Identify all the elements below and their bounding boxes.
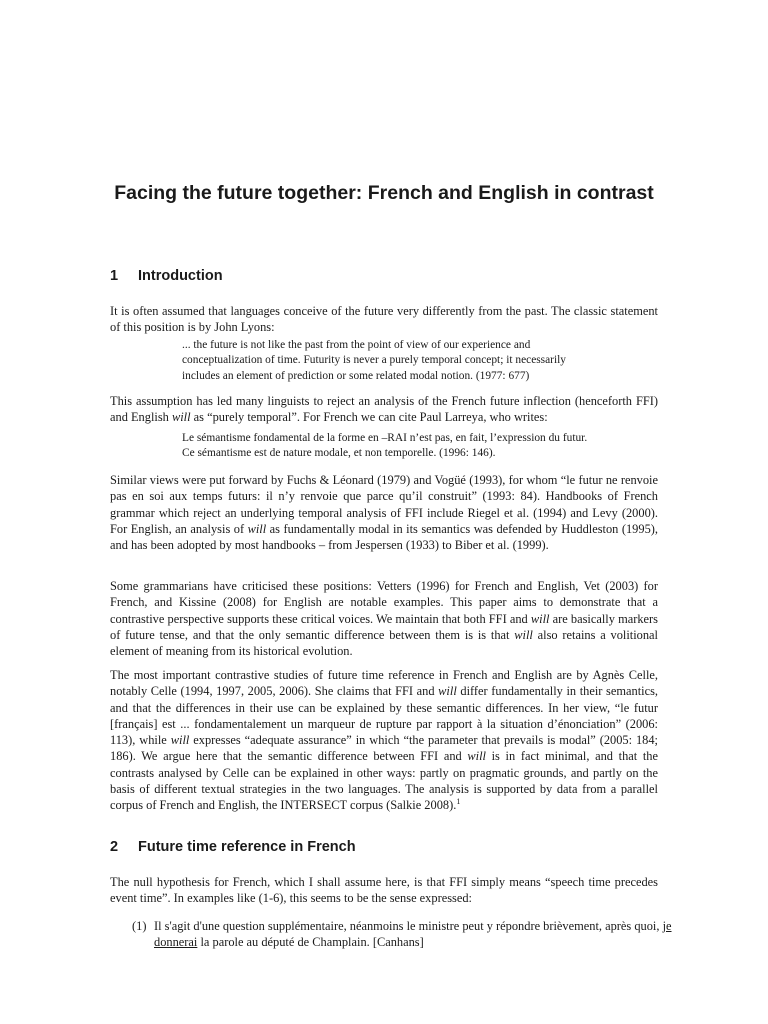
italic-will: will (171, 410, 191, 425)
text-run: Some grammarians have criticised these positions: Vetters (1996) for French and English, Vet (2003) for French, and Kissine (2008) for English are notable examples. This paper aims to demonstrate that a contrastive perspective supports these critical voices. We maintain that both FFI and (110, 579, 658, 626)
intro-paragraph-1: It is often assumed that languages conceive of the future very differently from the past. The classic statement of this position is by John Lyons: (110, 304, 658, 335)
text-run: This assumption has led many linguists to reject an analysis of the French future inflection (henceforth FFI) and English (110, 394, 658, 425)
section-number: 1 (110, 268, 119, 284)
paper-title: Facing the future together: French and English in contrast (114, 182, 654, 204)
text-run: as fundamentally modal in its semantics was defended by Huddleston (1995), and has been adopted by most handbooks – from Jespersen (1933) to Biber et al. (1999). (110, 521, 658, 553)
section-heading-future-french (110, 839, 356, 855)
example-1 (132, 918, 680, 951)
lyons-quote: ... the future is not like the past from the point of view of our experience and conceptualization of time. Futurity is never a purely temporal concept; it necessarily includes an element of prediction or some related modal notion. (1977: 677) (182, 339, 566, 382)
text-run: as “purely temporal”. For French we can cite Paul Larreya, who writes: (190, 410, 548, 425)
intro-paragraph-2 (110, 393, 658, 426)
text-run: la parole au député de Champlain. [Canhans] (197, 935, 424, 950)
text-run: Similar views were put forward by Fuchs & Léonard (1979) and Vogüé (1993), for whom “le futur ne renvoie pas en soi aux temps futurs: il n’y renvoie que parce qu’il construit” (1993: 84). Handbooks of French grammar which reject an underlying temporal analysis of FFI include Riegel et al. (1994) and Levy (2000). For English, an analysis of (110, 473, 658, 536)
italic-will: will (438, 684, 457, 699)
text-run: are basically markers of future tense, and that the only semantic difference between them is is that (110, 611, 658, 642)
underlined-verb: je donnerai (154, 919, 672, 950)
section-number: 2 (110, 839, 119, 855)
text-run: Il s'agit d'une question supplémentaire, néanmoins le ministre peut y répondre brièvement, après quoi, (154, 919, 663, 933)
intro-paragraph-5 (110, 667, 658, 814)
larreya-quote: Le sémantisme fondamental de la forme en –RAI n’est pas, en fait, l’expression du futur. Ce sémantisme est de nature modale, et non temporelle. (1996: 146). (182, 432, 588, 460)
text-run: expresses “adequate assurance” in which “the parameter that prevails is modal” (2005: 184; 186). We argue here that the semantic difference between FFI and (110, 733, 658, 764)
italic-will: will (467, 749, 486, 764)
example-number: (1) (132, 919, 147, 933)
intro-paragraph-4 (110, 578, 658, 659)
italic-will: will (514, 627, 533, 642)
section-heading-introduction (110, 268, 223, 284)
section2-paragraph-1: The null hypothesis for French, which I shall assume here, is that FFI simply means “speech time precedes event time”. In examples like (1-6), this seems to be the sense expressed: (110, 875, 658, 906)
section-title: Introduction (138, 268, 223, 284)
section-title: Future time reference in French (138, 839, 356, 855)
text-run: is in fact minimal, and that the contrasts analysed by Celle can be explained in other ways: partly on pragmatic grounds, and partly on the basis of different textual strategies in the two languages. The analysis is supported by data from a parallel corpus of French and English, the INTERSECT corpus (Salkie 2008). (110, 749, 658, 813)
italic-will: will (530, 611, 550, 626)
intro-paragraph-3 (110, 472, 658, 553)
italic-will: will (170, 733, 190, 748)
italic-will: will (247, 521, 267, 536)
text-run: differ fundamentally in their semantics, and that the differences in their use can be explained by these semantic differences. In her view, “le futur [français] est ... fondamentalement un marqueur de rupture par rapport à la situation d’énonciation” (2006: 113), while (110, 684, 659, 748)
footnote-marker[interactable]: 1 (456, 797, 461, 807)
text-run: The most important contrastive studies of future time reference in French and English are by Agnès Celle, notably Celle (1994, 1997, 2005, 2006). She claims that FFI and (110, 668, 658, 699)
text-run: also retains a volitional element of meaning from its historical evolution. (110, 627, 658, 659)
